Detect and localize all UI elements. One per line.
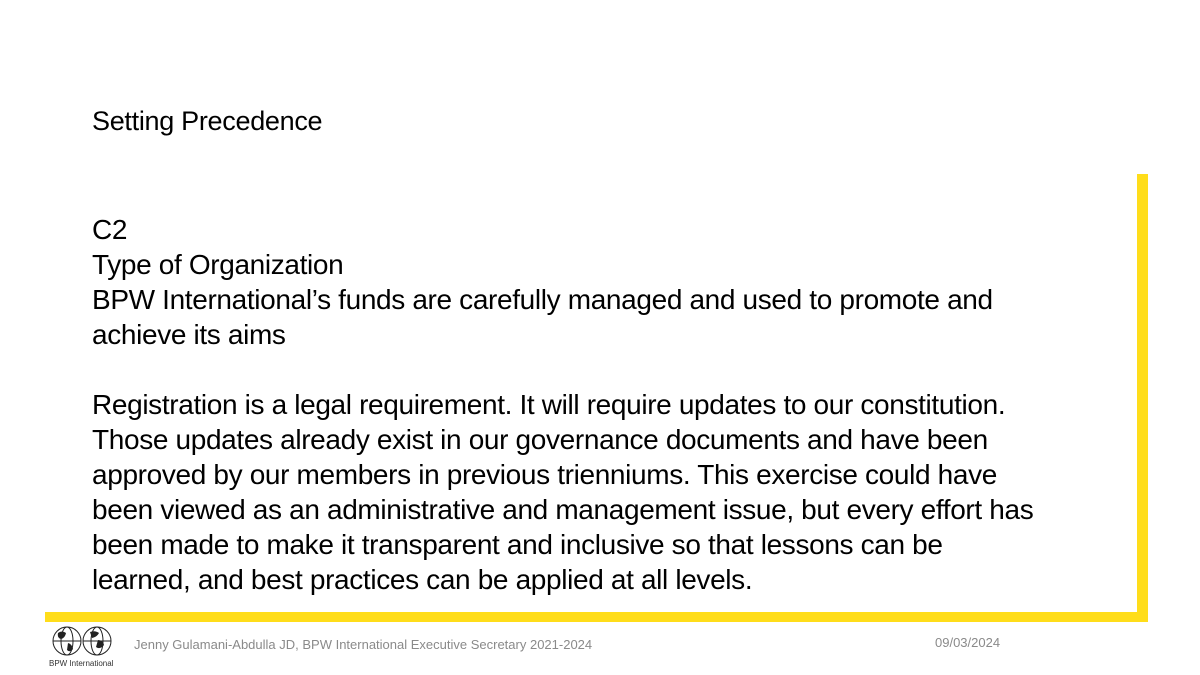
paragraph-2-line: been viewed as an administrative and management issue, but every effort has <box>92 494 1034 525</box>
section-heading: Type of Organization <box>92 249 344 280</box>
paragraph-2-line: Registration is a legal requirement. It will require updates to our constitution. <box>92 389 1006 420</box>
paragraph-2-line: Those updates already exist in our governance documents and have been <box>92 424 988 455</box>
accent-frame-right <box>1137 174 1148 622</box>
paragraph-1-line: achieve its aims <box>92 319 286 350</box>
slide-title: Setting Precedence <box>92 106 323 136</box>
logo-caption: BPW International <box>49 659 114 668</box>
footer-author: Jenny Gulamani-Abdulla JD, BPW International Executive Secretary 2021-2024 <box>134 637 593 652</box>
paragraph-spacer <box>92 352 1122 387</box>
paragraph-2-line: been made to make it transparent and inclusive so that lessons can be <box>92 529 943 560</box>
paragraph-2-line: learned, and best practices can be applied at all levels. <box>92 564 753 595</box>
accent-frame-bottom <box>45 612 1148 622</box>
footer-date: 09/03/2024 <box>935 635 1001 650</box>
paragraph-1-line: BPW International’s funds are carefully managed and used to promote and <box>92 284 993 315</box>
section-code: C2 <box>92 214 128 245</box>
paragraph-2-line: approved by our members in previous trienniums. This exercise could have <box>92 459 997 490</box>
slide-body <box>92 212 1122 597</box>
